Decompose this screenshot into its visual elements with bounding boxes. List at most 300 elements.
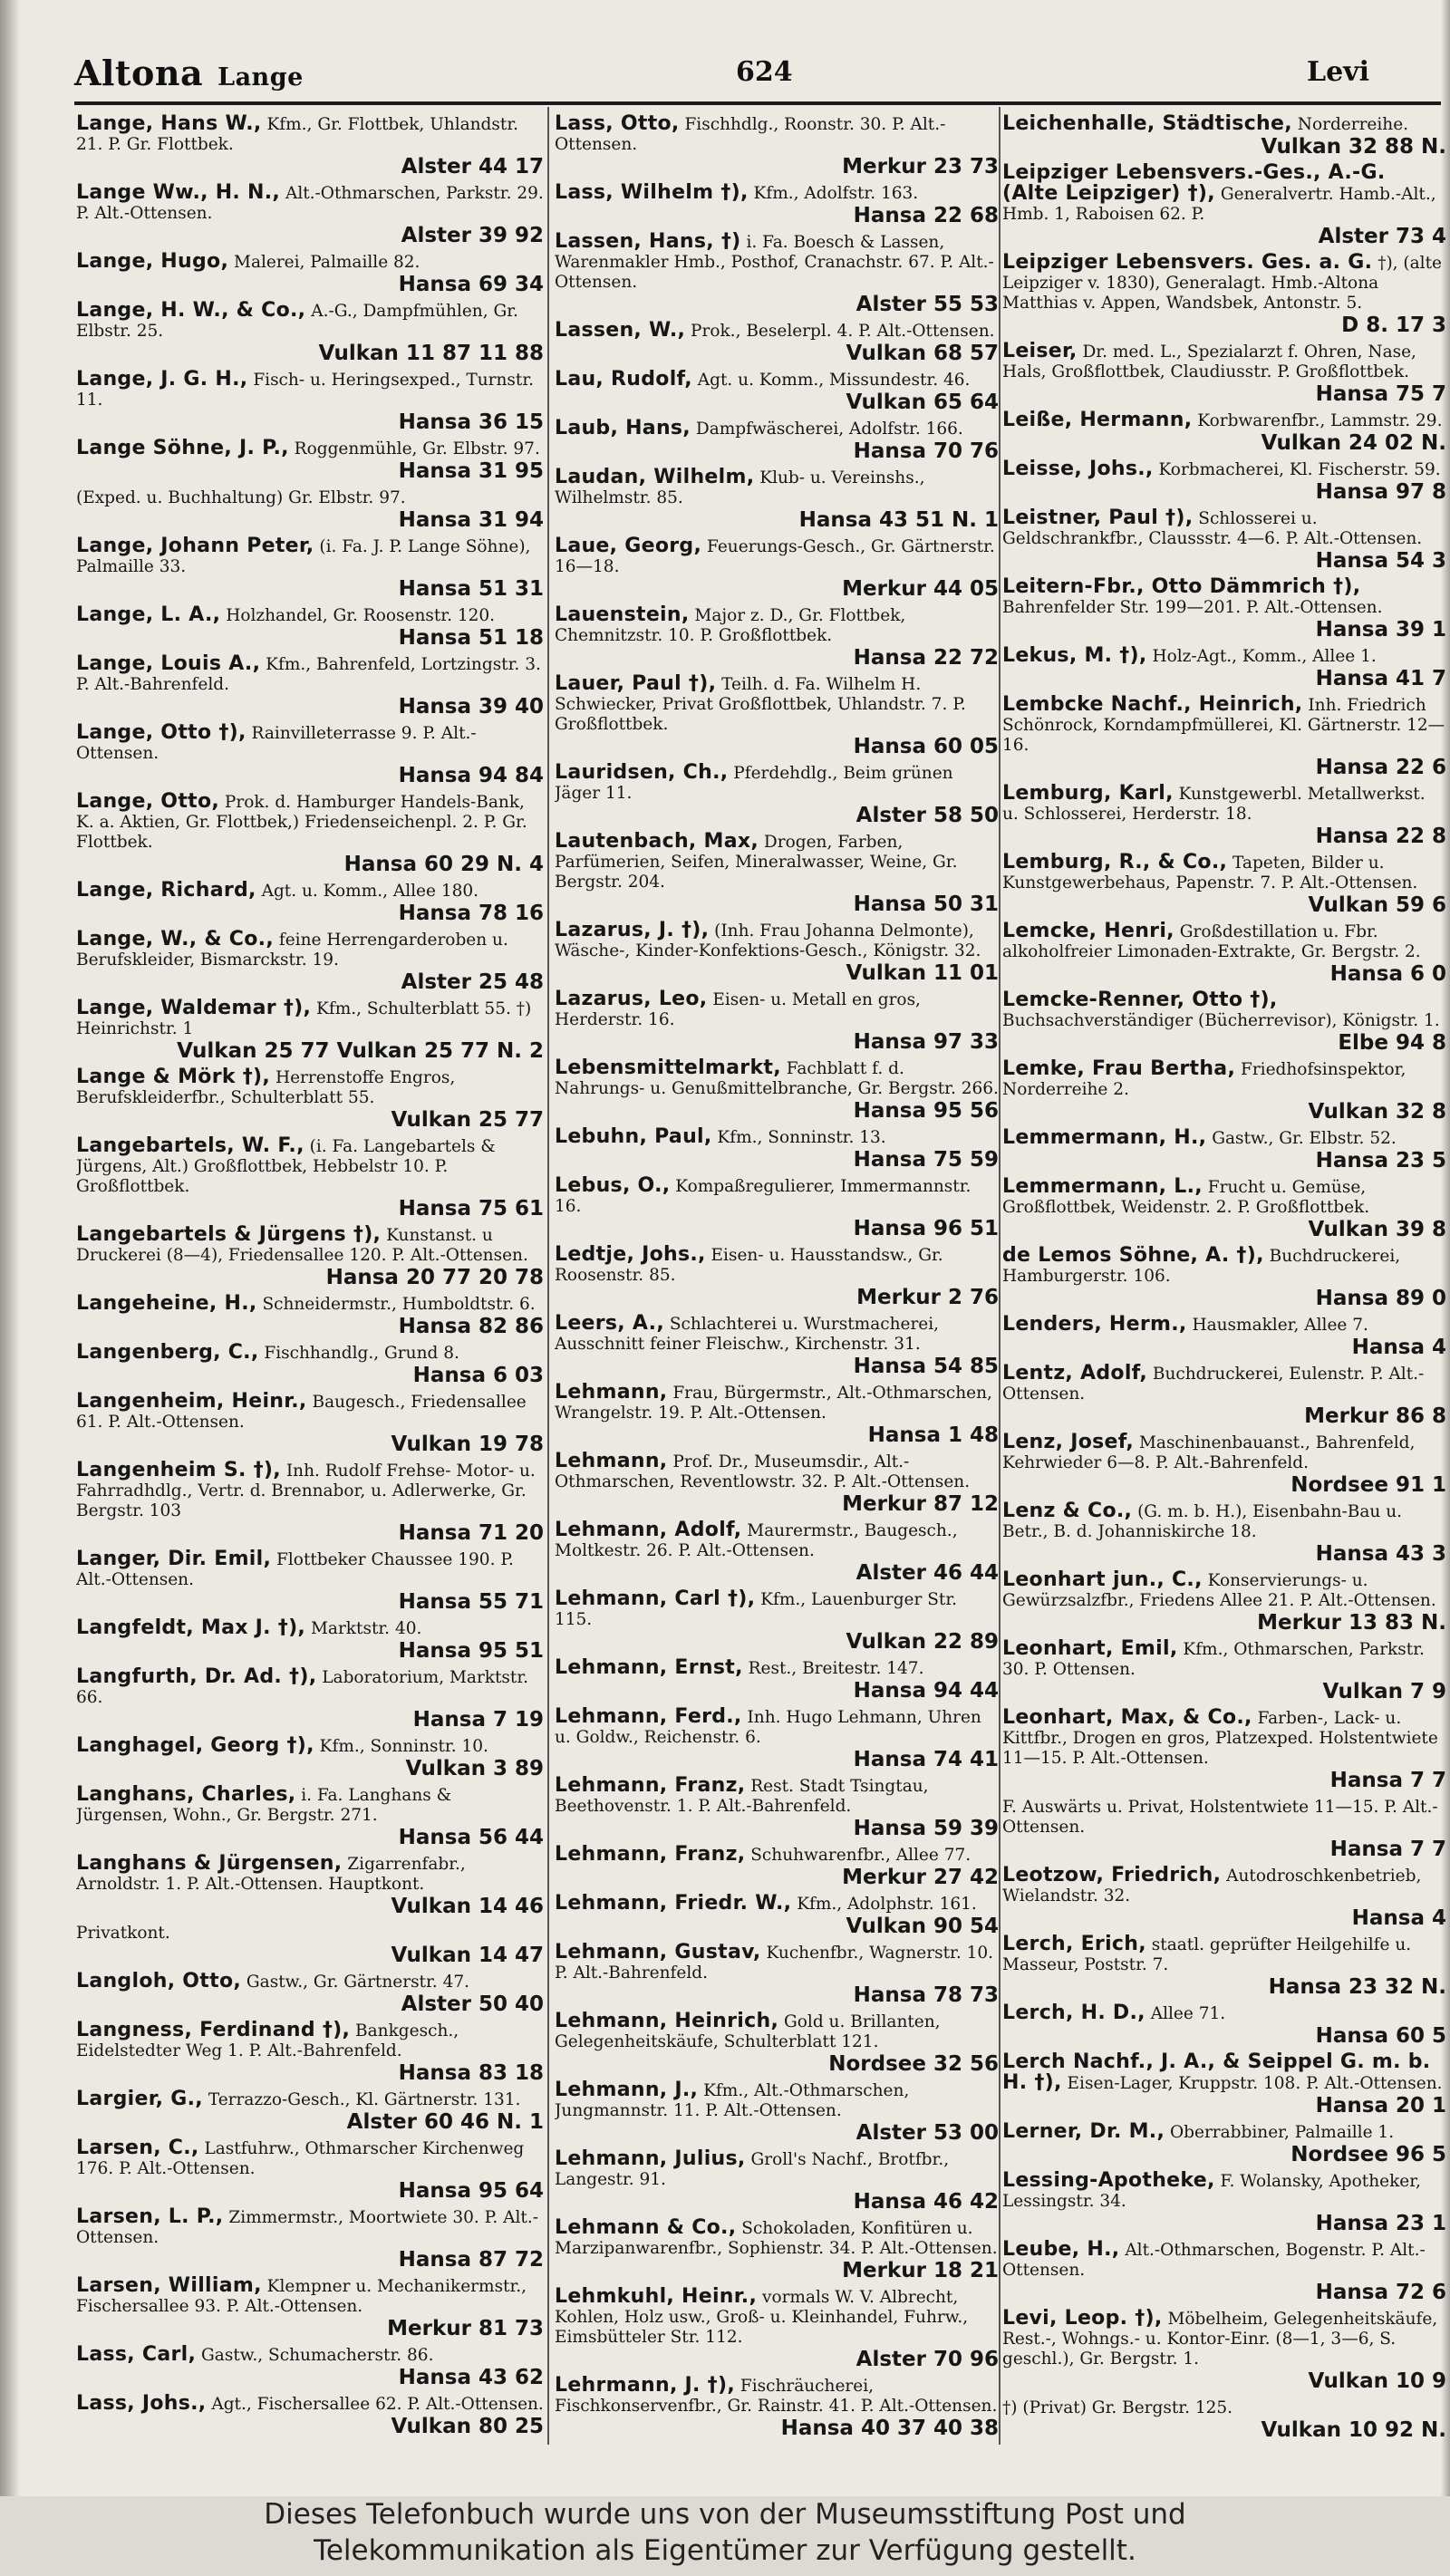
directory-entry — [555, 2080, 999, 2145]
entry-phone: Hansa 82 86 — [398, 1315, 544, 1338]
entry-phone: Hansa 60 29 N. 4 — [343, 853, 544, 876]
entry-phone: Vulkan 10 9 — [1308, 2369, 1446, 2393]
entry-name: Lerner, Dr. M., — [1002, 2120, 1165, 2143]
entry-name: Lange, J. G. H., — [76, 368, 248, 391]
entry-phone: Hansa 22 6 — [1315, 756, 1446, 779]
directory-entry — [76, 439, 544, 483]
entry-phone: Hansa 50 31 — [853, 892, 999, 916]
entry-name: Lebuhn, Paul, — [555, 1125, 712, 1148]
directory-entry — [555, 1314, 999, 1378]
entry-phone: Alster 50 40 — [401, 1992, 544, 2016]
entry-name: Lehmann, Franz, — [555, 1774, 746, 1797]
entry-details: Buchsachverständiger (Bücherrevisor), Königstr. 1. — [1002, 1011, 1440, 1030]
entry-name: Leiser, — [1002, 340, 1078, 362]
entry-details: Kfm., Bahrenfeld, Lortzingstr. 3. P. Alt.-Bahrenfeld. — [76, 655, 541, 694]
directory-column-3 — [1002, 114, 1446, 2443]
entry-name: Lange Ww., H. N., — [76, 181, 281, 204]
entry-name: Lass, Otto, — [555, 114, 680, 135]
directory-entry — [76, 1736, 544, 1780]
entry-phone: Nordsee 32 56 — [828, 2052, 999, 2076]
entry-phone: Nordsee 96 5 — [1290, 2143, 1446, 2166]
entry-details: Hausmakler, Allee 7. — [1192, 1316, 1368, 1335]
directory-entry — [555, 763, 999, 827]
entry-name: Langeheine, H., — [76, 1292, 257, 1315]
entry-details: Klempner u. Mechanikermstr., Fischersallee 93. P. Alt.-Ottensen. — [76, 2277, 527, 2316]
footer-notice — [0, 2496, 1450, 2576]
entry-details: Eisen- u. Metall en gros, Herderstr. 16. — [555, 990, 921, 1029]
entry-details: Holz-Agt., Komm., Allee 1. — [1152, 647, 1377, 666]
entry-details: Maschinenbauanst., Bahrenfeld, Kehrwieder 6—8. P. Alt.-Bahrenfeld. — [1002, 1433, 1416, 1472]
entry-name: Lau, Rudolf, — [555, 368, 692, 391]
entry-phone: Vulkan 68 57 — [846, 342, 999, 365]
entry-name: Langhans, Charles, — [76, 1783, 296, 1806]
entry-name: Lassen, Hans, †) — [555, 230, 741, 253]
entry-details: Kfm., Adolfstr. 163. — [753, 184, 919, 203]
entry-details: feine Herrengarderoben u. Berufskleider, Bismarckstr. 19. — [76, 931, 508, 970]
directory-entry — [76, 1225, 544, 1289]
entry-details: (i. Fa. Langebartels & Jürgens, Alt.) Großflottbek, Hebbelstr 10. P. Großflottbek. — [76, 1137, 496, 1196]
entry-details: Klub- u. Vereinshs., Wilhelmstr. 85. — [555, 468, 925, 507]
entry-phone: Vulkan 10 92 N. — [1261, 2418, 1446, 2442]
entry-name: Leers, A., — [555, 1312, 664, 1335]
entry-phone: Hansa 54 85 — [853, 1355, 999, 1378]
entry-phone: Vulkan 3 89 — [405, 1757, 544, 1780]
entry-details: (Exped. u. Buchhaltung) Gr. Elbstr. 97. — [76, 488, 406, 507]
entry-details: Kuchenfbr., Wagnerstr. 10. P. Alt.-Bahrenfeld. — [555, 1944, 994, 1983]
entry-details: Buchdruckerei, Eulenstr. P. Alt.-Ottensen. — [1002, 1365, 1425, 1404]
directory-entry — [76, 999, 544, 1063]
entry-phone: Alster 53 00 — [856, 2121, 999, 2145]
entry-name: Lauenstein, — [555, 603, 690, 626]
directory-entry — [555, 1452, 999, 1516]
entry-phone: Hansa 51 18 — [398, 626, 544, 650]
directory-entry — [1002, 1315, 1446, 1359]
entry-phone: Merkur 86 8 — [1304, 1404, 1446, 1428]
entry-name: Lehmann, Carl †), — [555, 1587, 756, 1610]
entry-details: Kfm., Adolphstr. 161. — [797, 1895, 977, 1914]
entry-phone: Hansa 22 8 — [1315, 825, 1446, 848]
entry-details: i. Fa. Langhans & Jürgensen, Wohn., Gr. Bergstr. 271. — [76, 1786, 452, 1825]
entry-phone: Merkur 2 76 — [856, 1286, 999, 1309]
entry-name: Lemburg, Karl, — [1002, 782, 1174, 805]
entry-phone: Hansa 78 16 — [398, 902, 544, 925]
entry-details: Gastw., Schumacherstr. 86. — [201, 2346, 434, 2365]
entry-details: Korbmacherei, Kl. Fischerstr. 59. — [1158, 460, 1441, 479]
entry-name: Lenders, Herm., — [1002, 1313, 1187, 1336]
entry-phone: Hansa 72 6 — [1315, 2281, 1446, 2304]
entry-phone: Hansa 95 51 — [398, 1639, 544, 1663]
entry-name: Lemmermann, L., — [1002, 1175, 1203, 1198]
entry-phone: Alster 55 53 — [856, 293, 999, 316]
entry-details: Fischhdlg., Roonstr. 30. P. Alt.-Ottensen. — [555, 115, 946, 154]
entry-name: Largier, G., — [76, 2088, 203, 2110]
entry-details: Laboratorium, Marktstr. 66. — [76, 1668, 529, 1707]
directory-entry — [1002, 695, 1446, 779]
directory-entry — [1002, 2003, 1446, 2048]
entry-name: Lazarus, Leo, — [555, 988, 708, 1010]
column-divider — [547, 107, 549, 2445]
entry-name: Larsen, L. P., — [76, 2205, 224, 2228]
entry-phone: Hansa 41 7 — [1315, 667, 1446, 690]
range-end: Levi — [1307, 56, 1370, 88]
entry-details: Kfm., Alt.-Othmarschen, Jungmannstr. 11. P. Alt.-Ottensen. — [555, 2081, 910, 2120]
directory-entry — [555, 321, 999, 365]
entry-phone: Hansa 95 56 — [853, 1099, 999, 1123]
entry-details: Kunstanst. u Druckerei (8—4), Friedensallee 120. P. Alt.-Ottensen. — [76, 1226, 528, 1265]
directory-entry — [1002, 1501, 1446, 1566]
entry-phone: Vulkan 25 77 — [391, 1108, 544, 1132]
entry-name: Leistner, Paul †), — [1002, 507, 1194, 529]
page-number: 624 — [736, 56, 793, 88]
entry-details: Herrenstoffe Engros, Berufskleiderfbr., Schulterblatt 55. — [76, 1068, 456, 1107]
directory-entry — [76, 370, 544, 434]
entry-name: Lemcke-Renner, Otto †), — [1002, 989, 1278, 1011]
entry-details: Prok. d. Hamburger Handels-Bank, K. a. Aktien, Gr. Flottbek,) Friedenseichenpl. 2. P. Gr. Flottbek. — [76, 793, 527, 852]
entry-details: Rest. Stadt Tsingtau, Beethovenstr. 1. P. Alt.-Bahrenfeld. — [555, 1777, 929, 1816]
entry-details: Möbelheim, Gelegenheitskäufe, Rest.-, Wohngs.- u. Kontor-Einr. (8—1, 3—6, S. geschl.), Gr. Bergstr. 1. — [1002, 2310, 1438, 2369]
entry-details: Fisch- u. Heringsexped., Turnstr. 11. — [76, 371, 535, 410]
directory-entry — [555, 2218, 999, 2282]
entry-name: Lerch, Erich, — [1002, 1933, 1146, 1955]
entry-details: Alt.-Othmarschen, Bogenstr. P. Alt.-Ottensen. — [1002, 2241, 1426, 2280]
entry-phone: Hansa 23 5 — [1315, 1149, 1446, 1172]
entry-details: †), (alte Leipziger v. 1830), Generalagt. Hmb.-Altona Matthias v. Appen, Wandsbek, Antonstr. 5. — [1002, 254, 1442, 313]
entry-name: Lass, Johs., — [76, 2392, 207, 2415]
entry-name: Laudan, Wilhelm, — [555, 466, 755, 488]
entry-name: Lange, Johann Peter, — [76, 535, 314, 557]
entry-details: Kunstgewerbl. Metallwerkst. u. Schlosserei, Herderstr. 18. — [1002, 785, 1426, 824]
entry-phone: Hansa 4 — [1351, 1906, 1446, 1930]
entry-phone: Vulkan 24 02 N. — [1261, 431, 1446, 455]
directory-entry — [1002, 114, 1446, 159]
entry-name: Lange, Hugo, — [76, 250, 229, 273]
entry-phone: Vulkan 19 78 — [391, 1433, 544, 1456]
entry-details: Gastw., Gr. Elbstr. 52. — [1212, 1129, 1397, 1148]
entry-name: Lehmann, Franz, — [555, 1843, 746, 1866]
entry-name: Lemke, Frau Bertha, — [1002, 1057, 1236, 1080]
entry-details: Kfm., Lauenburger Str. 115. — [555, 1590, 958, 1629]
entry-phone: Hansa 51 31 — [398, 577, 544, 601]
entry-phone: Vulkan 65 64 — [846, 391, 999, 414]
entry-name: Lehmann, J., — [555, 2079, 699, 2101]
entry-name: Lange, H. W., & Co., — [76, 299, 306, 322]
entry-name: Leipziger Lebensvers.-Ges., A.-G. (Alte Leipziger) †), — [1002, 161, 1386, 205]
directory-entry — [1002, 1570, 1446, 1635]
entry-phone: Vulkan 22 89 — [846, 1630, 999, 1654]
directory-entry — [1002, 577, 1446, 642]
entry-name: Lehmann, Ernst, — [555, 1656, 743, 1679]
directory-entry — [555, 1707, 999, 1771]
directory-entry — [76, 487, 544, 532]
directory-entry — [1002, 1866, 1446, 1930]
entry-name: Laub, Hans, — [555, 417, 691, 439]
range-start: Lange — [218, 63, 304, 92]
directory-entry — [1002, 853, 1446, 917]
entry-phone: Merkur 44 05 — [842, 577, 999, 601]
entry-phone: Vulkan 32 88 N. — [1261, 135, 1446, 159]
directory-entry — [76, 1067, 544, 1132]
entry-name: Lange, Louis A., — [76, 652, 261, 675]
entry-phone: Hansa 54 3 — [1315, 549, 1446, 573]
directory-entry — [555, 832, 999, 916]
directory-entry — [1002, 1797, 1446, 1861]
entry-phone: Hansa 39 40 — [398, 695, 544, 719]
entry-details: Malerei, Palmaille 82. — [234, 253, 420, 272]
entry-phone: Hansa 70 76 — [853, 439, 999, 463]
entry-name: Langer, Dir. Emil, — [76, 1548, 272, 1570]
entry-phone: Hansa 23 1 — [1315, 2212, 1446, 2235]
entry-name: Lauridsen, Ch., — [555, 761, 729, 784]
entry-phone: Elbe 94 8 — [1338, 1031, 1446, 1055]
entry-details: Drogen, Farben, Parfümerien, Seifen, Mineralwasser, Weine, Gr. Bergstr. 204. — [555, 833, 958, 892]
directory-entry — [555, 183, 999, 227]
directory-entry — [555, 1383, 999, 1447]
entry-name: Lehmann, Gustav, — [555, 1941, 761, 1963]
entry-phone: Hansa 97 33 — [853, 1030, 999, 1054]
directory-entry — [1002, 1433, 1446, 1497]
directory-entry — [1002, 1059, 1446, 1124]
directory-entry — [1002, 2309, 1446, 2393]
directory-entry — [1002, 2171, 1446, 2235]
entry-details: Norderreihe. — [1297, 115, 1409, 134]
entry-phone: Merkur 23 73 — [842, 155, 999, 178]
directory-entry — [76, 1667, 544, 1732]
entry-phone: Hansa 60 05 — [853, 735, 999, 758]
entry-details: i. Fa. Boesch & Lassen, Warenmakler Hmb., Posthof, Cranachstr. 67. P. Alt.-Ottensen. — [555, 233, 994, 292]
entry-name: Lessing-Apotheke, — [1002, 2169, 1215, 2192]
entry-name: Leiße, Hermann, — [1002, 409, 1193, 431]
entry-details: †) (Privat) Gr. Bergstr. 125. — [1002, 2398, 1233, 2417]
directory-entry — [1002, 990, 1446, 1055]
entry-phone: Vulkan 59 6 — [1308, 893, 1446, 917]
entry-details: Inh. Friedrich Schönrock, Korndampfmüllerei, Kl. Gärtnerstr. 12—16. — [1002, 696, 1445, 755]
city-title: Altona — [74, 53, 204, 93]
page-header — [74, 53, 1434, 100]
directory-entry — [555, 1058, 999, 1123]
entry-name: Leisse, Johs., — [1002, 458, 1154, 480]
directory-entry — [555, 2149, 999, 2214]
entry-name: Lauer, Paul †), — [555, 672, 717, 695]
entry-details: Zimmermstr., Moortwiete 30. P. Alt.-Ottensen. — [76, 2208, 538, 2247]
entry-phone: Vulkan 11 01 — [846, 961, 999, 985]
entry-details: F. Auswärts u. Privat, Holstentwiete 11—15. P. Alt.-Ottensen. — [1002, 1798, 1438, 1837]
directory-entry — [1002, 1246, 1446, 1310]
entry-details: Großdestillation u. Fbr. alkoholfreier Limonaden-Extrakte, Gr. Bergstr. 2. — [1002, 922, 1421, 961]
entry-details: Holzhandel, Gr. Roosenstr. 120. — [226, 606, 496, 625]
directory-entry — [76, 1136, 544, 1220]
entry-name: Lehmann, Heinrich, — [555, 2010, 779, 2032]
entry-phone: Alster 58 50 — [856, 804, 999, 827]
entry-name: Langebartels, W. F., — [76, 1134, 304, 1157]
entry-phone: Vulkan 7 9 — [1322, 1680, 1446, 1703]
entry-phone: Hansa 4 — [1351, 1336, 1446, 1359]
entry-phone: Alster 44 17 — [401, 155, 544, 178]
entry-details: Kfm., Schulterblatt 55. †) Heinrichstr. 1 — [76, 999, 532, 1038]
directory-entry — [76, 2021, 544, 2085]
entry-details: Friedhofsinspektor, Norderreihe 2. — [1002, 1060, 1406, 1099]
directory-entry — [1002, 1639, 1446, 1703]
entry-phone: Hansa 71 20 — [398, 1521, 544, 1545]
entry-details: Autodroschkenbetrieb, Wielandstr. 32. — [1002, 1867, 1422, 1905]
directory-entry — [76, 1923, 544, 1967]
entry-name: Lehmann, Ferd., — [555, 1705, 742, 1728]
entry-phone: Hansa 6 03 — [412, 1364, 544, 1387]
entry-details: Schuhwarenfbr., Allee 77. — [750, 1846, 972, 1865]
directory-entry — [555, 370, 999, 414]
entry-phone: Hansa 7 19 — [412, 1708, 544, 1732]
entry-name: Langenheim S. †), — [76, 1459, 281, 1481]
entry-name: Lemmermann, H., — [1002, 1126, 1207, 1149]
entry-phone: Hansa 31 94 — [398, 508, 544, 532]
directory-entry — [1002, 342, 1446, 406]
directory-entry — [555, 1176, 999, 1240]
entry-name: Lange, Waldemar †), — [76, 997, 312, 1019]
entry-phone: Hansa 46 42 — [853, 2190, 999, 2214]
entry-name: Lange, W., & Co., — [76, 928, 274, 950]
entry-name: Leonhart, Max, & Co., — [1002, 1706, 1252, 1729]
entry-name: Leube, H., — [1002, 2238, 1120, 2261]
directory-entry — [555, 1520, 999, 1585]
entry-name: Lange, Hans W., — [76, 114, 262, 135]
entry-name: Lange, Otto †), — [76, 721, 246, 744]
entry-details: Gold u. Brillanten, Gelegenheitskäufe, Schulterblatt 121. — [555, 2012, 941, 2051]
entry-phone: Hansa 96 51 — [853, 1217, 999, 1240]
entry-phone: Alster 46 44 — [856, 1561, 999, 1585]
directory-entry — [76, 2276, 544, 2340]
entry-name: Lembcke Nachf., Heinrich, — [1002, 693, 1303, 716]
page-binding-shadow — [0, 0, 20, 2496]
entry-name: Lebus, O., — [555, 1174, 671, 1197]
entry-details: Prof. Dr., Museumsdir., Alt.-Othmarschen, Reventlowstr. 32. P. Alt.-Ottensen. — [555, 1452, 971, 1491]
entry-phone: Hansa 31 95 — [398, 459, 544, 483]
entry-details: Teilh. d. Fa. Wilhelm H. Schwiecker, Privat Großflottbek, Uhlandstr. 7. P. Großflottbek. — [555, 675, 966, 734]
directory-entry — [76, 114, 544, 178]
entry-name: Lehrmann, J. †), — [555, 2374, 735, 2397]
directory-entry — [555, 419, 999, 463]
entry-name: Lehmann & Co., — [555, 2216, 737, 2239]
entry-phone: Vulkan 32 8 — [1308, 1100, 1446, 1124]
entry-details: Flottbeker Chaussee 190. P. Alt.-Ottensen. — [76, 1550, 514, 1589]
directory-entry — [76, 654, 544, 719]
entry-phone: Hansa 20 77 20 78 — [325, 1266, 544, 1289]
directory-entry — [76, 2207, 544, 2272]
entry-phone: Hansa 6 0 — [1329, 962, 1446, 986]
entry-phone: Hansa 78 73 — [853, 1983, 999, 2007]
entry-details: Konservierungs- u. Gewürzsalzfbr., Friedens Allee 21. P. Alt.-Ottensen. — [1002, 1571, 1436, 1610]
entry-phone: Hansa 22 68 — [853, 204, 999, 227]
entry-details: Bankgesch., Eidelstedter Weg 1. P. Alt.-Bahrenfeld. — [76, 2021, 459, 2060]
entry-name: Lenz & Co., — [1002, 1500, 1133, 1522]
entry-name: Laue, Georg, — [555, 535, 702, 557]
entry-details: Frau, Bürgermstr., Alt.-Othmarschen, Wrangelstr. 19. P. Alt.-Ottensen. — [555, 1384, 992, 1423]
directory-entry — [76, 1392, 544, 1456]
entry-details: Zigarrenfabr., Arnoldstr. 1. P. Alt.-Ottensen. Hauptkont. — [76, 1855, 466, 1894]
directory-entry — [555, 1894, 999, 1938]
entry-phone: Vulkan 25 77 Vulkan 25 77 N. 2 — [177, 1039, 544, 1063]
entry-details: Rainvilleterrasse 9. P. Alt.-Ottensen. — [76, 724, 477, 763]
directory-entry — [76, 1461, 544, 1545]
directory-entry — [76, 1854, 544, 1918]
directory-entry — [76, 881, 544, 925]
directory-entry — [555, 1589, 999, 1654]
footer-line-1: Dieses Telefonbuch wurde uns von der Museumsstiftung Post und — [264, 2498, 1186, 2531]
entry-phone: Merkur 81 73 — [387, 2317, 544, 2340]
directory-entry — [76, 1549, 544, 1614]
entry-phone: Alster 25 48 — [401, 970, 544, 994]
directory-entry — [1002, 163, 1446, 248]
directory-entry — [555, 536, 999, 601]
entry-details: Inh. Rudolf Frehse- Motor- u. Fahrradhdlg., Vertr. d. Brennabor, u. Adlerwerke, Gr. Bergstr. 103 — [76, 1462, 536, 1520]
directory-entry — [555, 232, 999, 316]
entry-details: Bahrenfelder Str. 199—201. P. Alt.-Ottensen. — [1002, 598, 1383, 617]
entry-name: Levi, Leop. †), — [1002, 2307, 1163, 2330]
entry-name: Lekus, M. †), — [1002, 644, 1147, 667]
directory-column-1 — [76, 114, 544, 2443]
entry-details: F. Wolansky, Apotheker, Lessingstr. 34. — [1002, 2172, 1421, 2211]
entry-details: Alt.-Othmarschen, Parkstr. 29. P. Alt.-Ottensen. — [76, 184, 544, 223]
entry-details: Agt. u. Komm., Allee 180. — [261, 882, 479, 901]
entry-name: Lemburg, R., & Co., — [1002, 851, 1228, 873]
entry-details: Kfm., Sonninstr. 13. — [717, 1128, 886, 1147]
directory-entry — [1002, 1934, 1446, 1999]
entry-name: Langloh, Otto, — [76, 1970, 242, 1992]
entry-phone: Merkur 18 21 — [842, 2259, 999, 2282]
entry-details: (Inh. Frau Johanna Delmonte), Wäsche-, Kinder-Konfektions-Gesch., Königstr. 32. — [555, 921, 981, 960]
entry-details: Gastw., Gr. Gärtnerstr. 47. — [246, 1973, 469, 1992]
entry-details: Dampfwäscherei, Adolfstr. 166. — [695, 420, 963, 439]
directory-entry — [555, 1943, 999, 2007]
entry-details: Feuerungs-Gesch., Gr. Gärtnerstr. 16—18. — [555, 537, 995, 576]
entry-details: Dr. med. L., Spezialarzt f. Ohren, Nase, Hals, Großflottbek, Claudiusstr. P. Großflottbek. — [1002, 343, 1416, 381]
directory-entry — [555, 674, 999, 758]
entry-phone: Hansa 97 8 — [1315, 480, 1446, 504]
entry-phone: Vulkan 14 47 — [391, 1944, 544, 1967]
directory-entry — [555, 989, 999, 1054]
entry-name: Leichenhalle, Städtische, — [1002, 114, 1292, 135]
directory-entry — [1002, 646, 1446, 690]
entry-phone: Alster 60 46 N. 1 — [346, 2110, 544, 2134]
entry-details: Eisen-Lager, Kruppstr. 108. P. Alt.-Ottensen. — [1067, 2074, 1443, 2093]
entry-phone: Vulkan 80 25 — [391, 2415, 544, 2438]
entry-name: Lemcke, Henri, — [1002, 920, 1174, 942]
entry-phone: Merkur 87 12 — [842, 1492, 999, 1516]
header-rule — [74, 101, 1441, 105]
entry-details: Schokoladen, Konfitüren u. Marzipanwarenfbr., Sophienstr. 34. P. Alt.-Ottensen. — [555, 2219, 998, 2258]
entry-phone: Hansa 75 61 — [398, 1197, 544, 1220]
entry-details: Allee 71. — [1150, 2004, 1226, 2023]
entry-phone: Hansa 94 44 — [853, 1679, 999, 1703]
directory-entry — [76, 1294, 544, 1338]
directory-entry — [76, 2138, 544, 2203]
directory-entry — [555, 921, 999, 985]
entry-phone: Hansa 59 39 — [853, 1817, 999, 1840]
entry-details: vormals W. V. Albrecht, Kohlen, Holz usw., Groß- u. Kleinhandel, Fuhrw., Eimsbütteler Str. 112. — [555, 2288, 969, 2347]
entry-name: Larsen, C., — [76, 2137, 199, 2159]
entry-phone: Hansa 74 41 — [853, 1748, 999, 1771]
entry-name: Ledtje, Johs., — [555, 1243, 706, 1266]
entry-phone: Nordsee 91 1 — [1290, 1473, 1446, 1497]
entry-name: Lass, Carl, — [76, 2343, 197, 2366]
entry-name: Lebensmittelmarkt, — [555, 1056, 781, 1079]
directory-entry — [76, 2345, 544, 2389]
entry-details: Schneidermstr., Humboldtstr. 6. — [262, 1295, 536, 1314]
entry-name: Lenz, Josef, — [1002, 1431, 1135, 1453]
directory-entry — [555, 1776, 999, 1840]
entry-phone: Hansa 40 37 40 38 — [780, 2417, 999, 2440]
entry-name: Lehmann, — [555, 1381, 668, 1404]
entry-phone: Hansa 75 59 — [853, 1148, 999, 1172]
directory-entry — [555, 605, 999, 670]
